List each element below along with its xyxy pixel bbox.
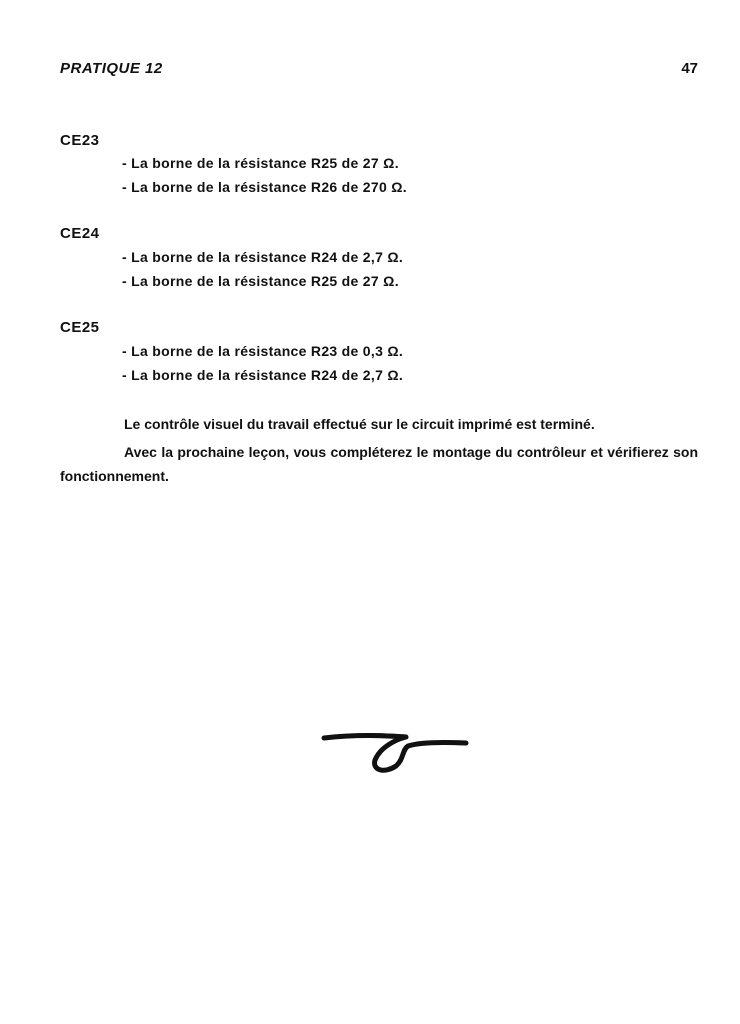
page-number: 47 bbox=[681, 60, 698, 77]
section-code-ce24: CE24 bbox=[60, 225, 100, 242]
list-item: - La borne de la résistance R25 de 27 Ω. bbox=[122, 273, 399, 289]
list-item: - La borne de la résistance R24 de 2,7 Ω. bbox=[122, 249, 404, 265]
paragraph-conclusion: Le contrôle visuel du travail effectué sur le circuit imprimé est terminé. bbox=[124, 416, 595, 432]
list-item: - La borne de la résistance R24 de 2,7 Ω. bbox=[122, 367, 404, 383]
list-item: - La borne de la résistance R23 de 0,3 Ω. bbox=[122, 343, 404, 359]
paragraph-next-lesson: Avec la prochaine leçon, vous compléterez le montage du contrôleur et vérifierez son fonctionnement. bbox=[60, 444, 698, 484]
page-header bbox=[60, 60, 698, 84]
list-item: - La borne de la résistance R25 de 27 Ω. bbox=[122, 155, 399, 171]
header-title: PRATIQUE 12 bbox=[60, 60, 163, 77]
signature-mark bbox=[320, 722, 470, 782]
section-code-ce25: CE25 bbox=[60, 319, 100, 336]
section-code-ce23: CE23 bbox=[60, 132, 100, 149]
list-item: - La borne de la résistance R26 de 270 Ω. bbox=[122, 179, 407, 195]
